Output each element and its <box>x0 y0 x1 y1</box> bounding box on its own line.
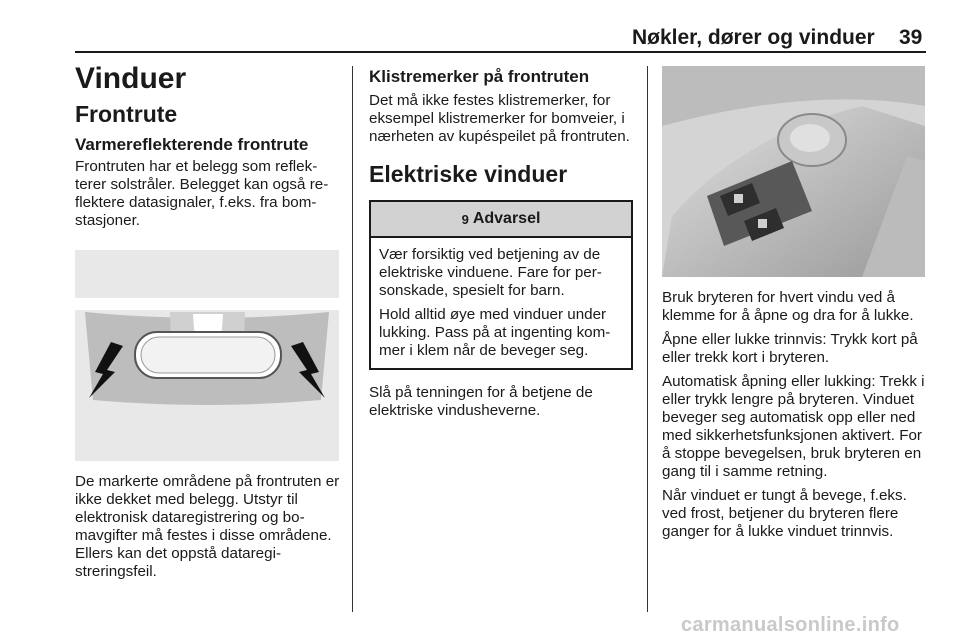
column-divider-right <box>647 66 648 612</box>
section-heading-windows: Vinduer <box>75 62 187 95</box>
warning-box <box>369 200 633 370</box>
left-column <box>75 62 340 236</box>
windscreen-mirror-figure <box>75 250 339 461</box>
warning-title: Advarsel <box>472 210 541 227</box>
subheading-stickers: Klistremerker på frontruten <box>369 67 590 86</box>
page-number: 39 <box>899 26 923 49</box>
warning-paragraph-2: Hold alltid øye med vinduer under lukking. Pass på at ingenting kommer i klem når de beveger seg. <box>379 306 611 359</box>
paragraph-stickers: Det må ikke festes klistremerker, for eksempel klistremerker for bomveier, i nærheten av kupéspeilet på frontruten. <box>369 92 630 145</box>
warning-header <box>371 202 631 238</box>
subheading-heat-reflecting: Varmereflekterende frontrute <box>75 135 309 154</box>
section-heading-power-windows: Elektriske vinduer <box>369 161 568 187</box>
subsection-heading-windscreen: Frontrute <box>75 101 178 127</box>
paragraph-frost: Når vinduet er tungt å bevege, f.eks. ved frost, betjener du bryteren flere ganger for å lukke vinduet trinnvis. <box>662 487 907 540</box>
page-header-title: Nøkler, dører og vinduer <box>632 26 875 49</box>
left-column-lower <box>75 473 340 587</box>
warning-body <box>371 238 631 368</box>
column-divider-left <box>352 66 353 612</box>
window-switch-illustration <box>662 66 925 277</box>
paragraph-coating: Frontruten har et belegg som reflekterer solstråler. Belegget kan også reflektere datasignaler, f.eks. fra bomstasjoner. <box>75 158 329 229</box>
right-column <box>662 289 926 547</box>
paragraph-stepwise: Åpne eller lukke trinnvis: Trykk kort på eller trekk kort i bryteren. <box>662 331 918 366</box>
window-switch-figure <box>662 66 925 277</box>
paragraph-ignition: Slå på tenningen for å betjene de elektriske vindusheverne. <box>369 384 593 419</box>
paragraph-automatic: Automatisk åpning eller lukking: Trekk i eller trykk lengre på bryteren. Vinduet beveger seg automatisk opp eller ned med sikkerhetsfunksjonen aktivert. For å stoppe bevegelsen, bruk bryteren en gang til i samme retning. <box>662 373 925 480</box>
paragraph-marked-areas: De markerte områdene på frontruten er ikke dekket med belegg. Utstyr til elektronisk dataregistrering og bomavgifter må festes i disse områdene. Ellers kan det oppstå dataregistreringsfeil. <box>75 473 340 580</box>
warning-icon: 9 <box>461 211 469 227</box>
header-rule <box>75 51 926 53</box>
windscreen-mirror-illustration <box>75 250 339 461</box>
warning-paragraph-1: Vær forsiktig ved betjening av de elektriske vinduene. Fare for personskade, spesielt for barn. <box>379 246 602 299</box>
paragraph-switch-use: Bruk bryteren for hvert vindu ved å klemme for å åpne og dra for å lukke. <box>662 289 914 324</box>
watermark: carmanualsonline.info <box>681 614 900 636</box>
middle-column <box>369 66 633 426</box>
